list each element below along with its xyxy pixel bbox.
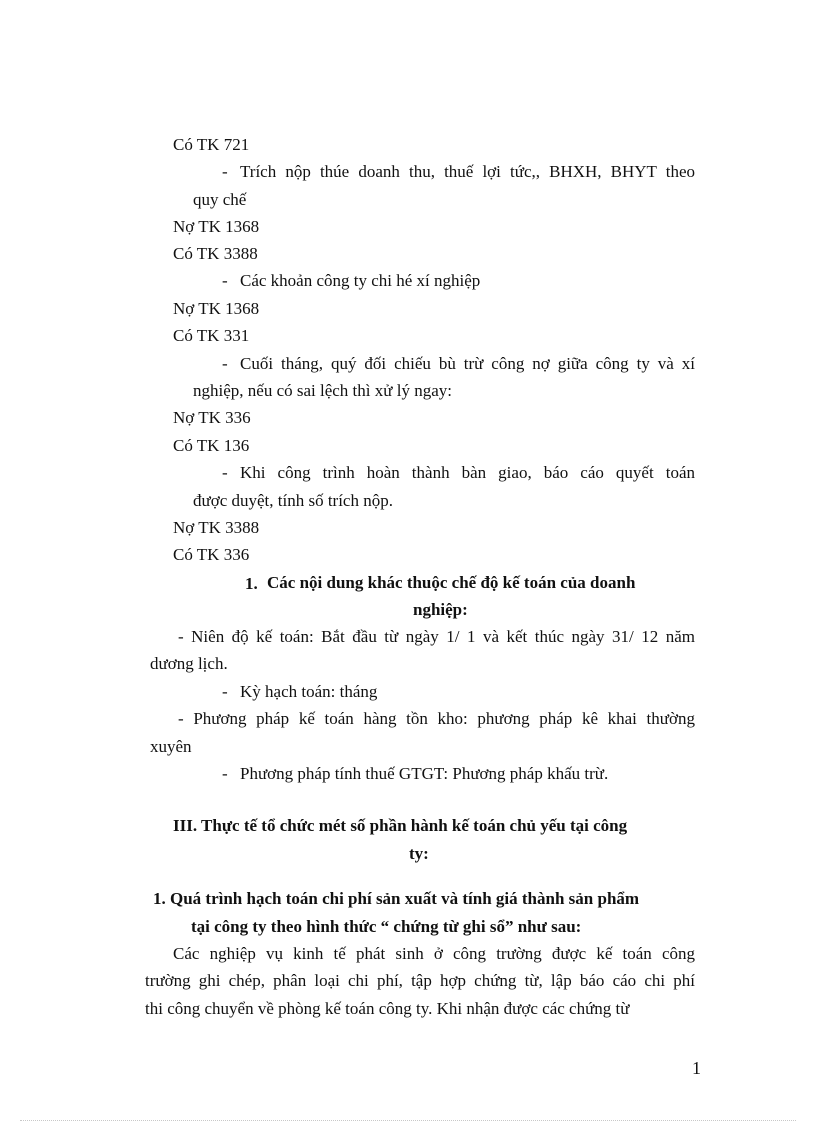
bullet-dash: - — [222, 354, 228, 373]
text-line: xuyên — [150, 737, 192, 756]
text-line: Nợ TK 1368 — [173, 299, 260, 318]
bullet-dash: - — [222, 463, 228, 482]
text-line: Có TK 721 — [173, 135, 250, 154]
text-line: - Phương pháp kế toán hàng tồn kho: phương pháp kê khai thường — [178, 709, 695, 728]
text-line: được duyệt, tính số trích nộp. — [193, 491, 393, 510]
bullet-dash: - — [222, 271, 228, 290]
section-heading: Các nội dung khác thuộc chế độ kế toán của doanh — [267, 573, 636, 592]
bullet-dash: - — [222, 764, 228, 783]
section-heading: ty: — [409, 844, 429, 863]
section-heading: III. Thực tế tổ chức mét số phần hành kế toán chủ yếu tại công — [173, 816, 628, 835]
section-heading: nghiệp: — [413, 600, 468, 619]
text-line: nghiệp, nếu có sai lệch thì xử lý ngay: — [193, 381, 452, 400]
text-line: Phương pháp tính thuế GTGT: Phương pháp khấu trừ. — [240, 764, 609, 783]
section-number: 1. — [245, 574, 258, 593]
text-line: Các khoản công ty chi hé xí nghiệp — [240, 271, 481, 290]
text-line: Có TK 136 — [173, 436, 250, 455]
bullet-dash: - — [222, 682, 228, 701]
text-line: dương lịch. — [150, 654, 228, 673]
text-line: Nợ TK 3388 — [173, 518, 260, 537]
text-line: Nợ TK 1368 — [173, 217, 260, 236]
text-line: Nợ TK 336 — [173, 408, 251, 427]
text-line: Khi công trình hoàn thành bàn giao, báo cáo quyết toán — [240, 463, 695, 482]
text-line: quy chế — [193, 190, 247, 209]
subsection-heading: 1. Quá trình hạch toán chi phí sản xuất và tính giá thành sản phẩm — [153, 889, 640, 908]
text-line: trường ghi chép, phân loại chi phí, tập hợp chứng từ, lập báo cáo chi phí — [145, 971, 695, 990]
text-line: Kỳ hạch toán: tháng — [240, 682, 378, 701]
subsection-heading: tại công ty theo hình thức “ chứng từ ghi sổ” như sau: — [191, 917, 582, 936]
text-line: - Niên độ kế toán: Bắt đầu từ ngày 1/ 1 và kết thúc ngày 31/ 12 năm — [178, 627, 695, 646]
text-line: Có TK 3388 — [173, 244, 258, 263]
text-line: Trích nộp thúe doanh thu, thuế lợi tức,, BHXH, BHYT theo — [240, 162, 695, 181]
text-line: Có TK 336 — [173, 545, 250, 564]
footer-divider — [20, 1120, 796, 1121]
text-line: thi công chuyển về phòng kế toán công ty. Khi nhận được các chứng từ — [145, 999, 630, 1018]
text-line: Các nghiệp vụ kinh tế phát sinh ở công trường được kế toán công — [173, 944, 695, 963]
bullet-dash: - — [222, 162, 228, 181]
text-line: Cuối tháng, quý đối chiếu bù trừ công nợ giữa công ty và xí — [240, 354, 695, 373]
text-line: Có TK 331 — [173, 326, 250, 345]
page-number: 1 — [692, 1058, 701, 1078]
